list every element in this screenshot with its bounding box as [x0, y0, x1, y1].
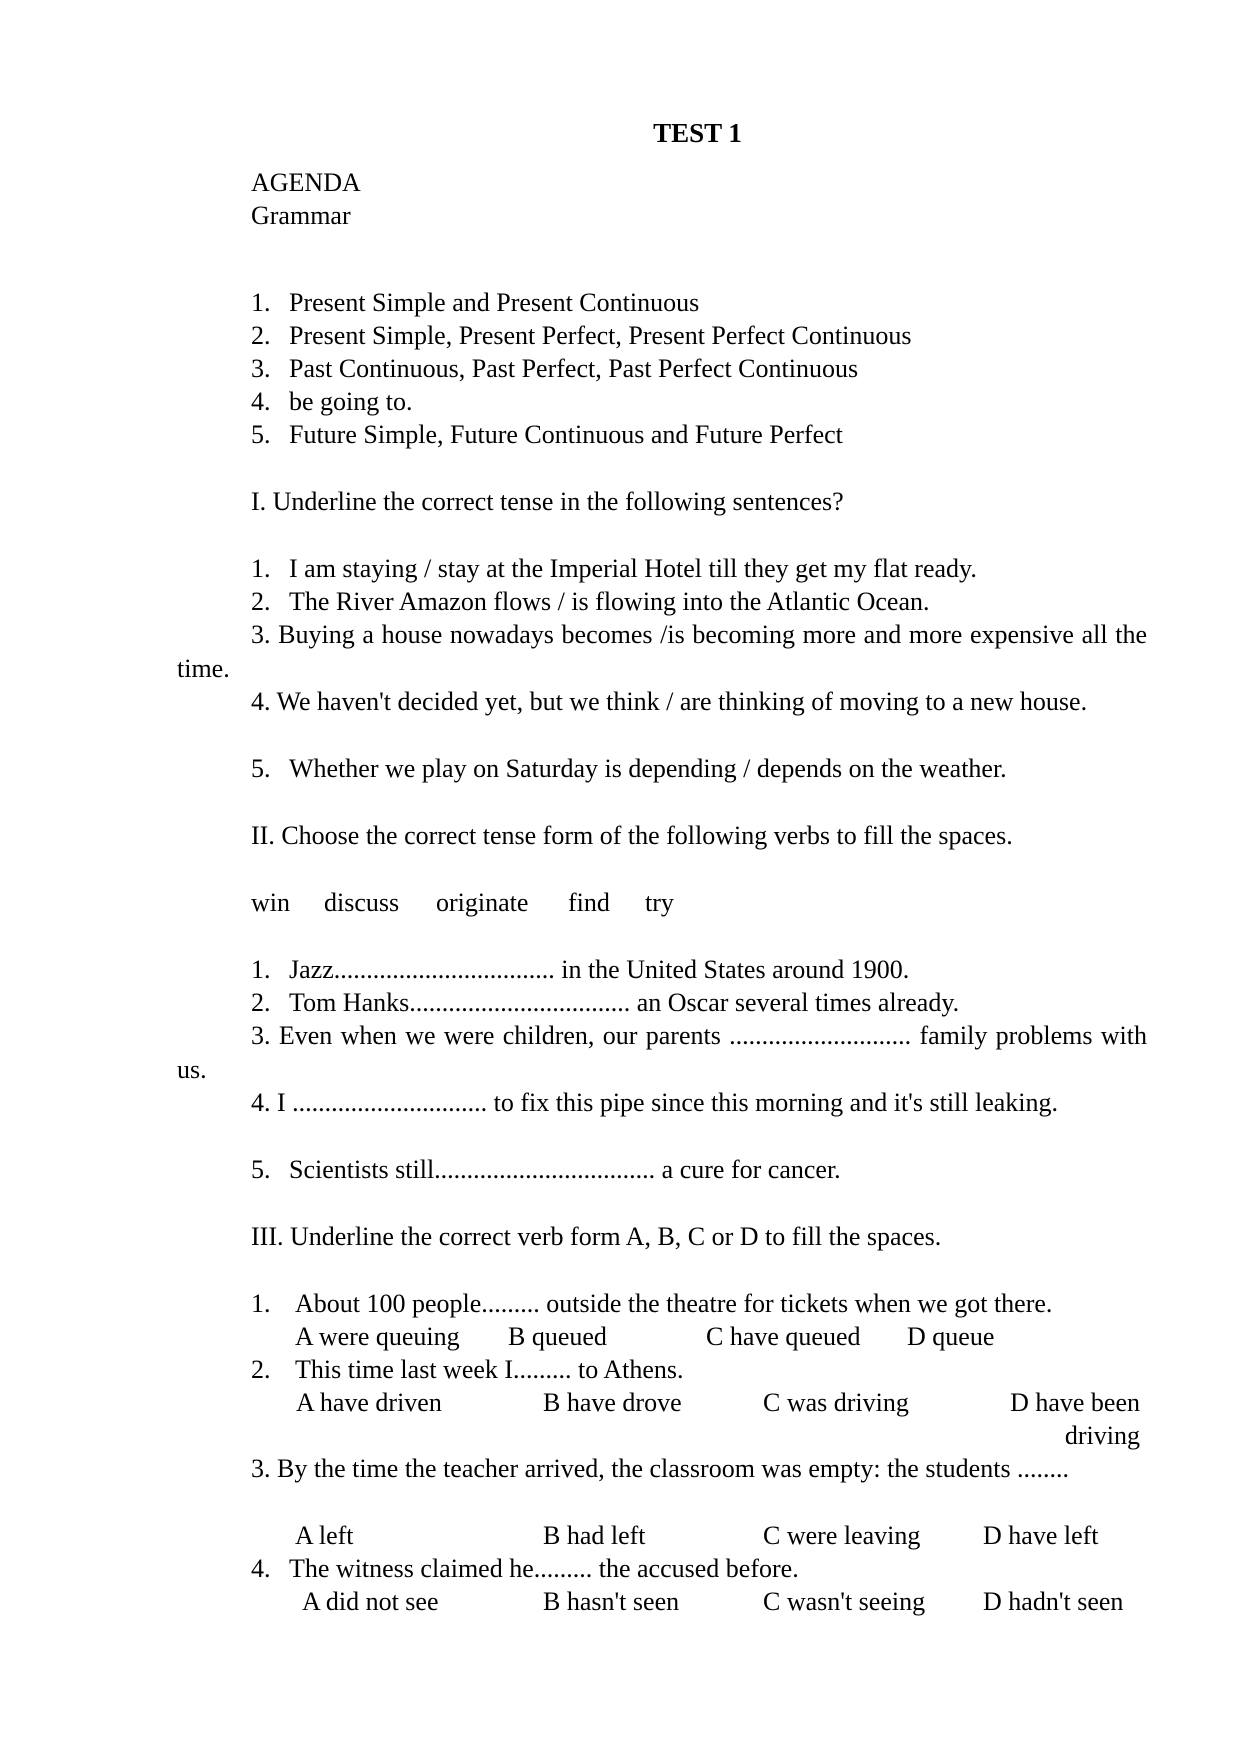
agenda-item: [251, 286, 700, 319]
item-number: 4.: [251, 1088, 277, 1117]
item-number: 2.: [251, 587, 271, 616]
item-number: 4.: [251, 387, 271, 416]
item-text: I am staying / stay at the Imperial Hotel till they get my flat ready.: [289, 554, 977, 583]
agenda-item: [251, 319, 912, 352]
section3-heading: III. Underline the correct verb form A, B, C or D to fill the spaces.: [251, 1222, 942, 1251]
answer-option: D queue: [907, 1322, 995, 1351]
answer-option: A left: [295, 1521, 354, 1550]
word-bank-word: find: [568, 888, 610, 917]
section3-question: [251, 1552, 799, 1585]
section1-item: [177, 685, 1147, 719]
section3-question: [177, 1452, 1147, 1486]
item-text: Jazz.................................. in the United States around 1900.: [289, 955, 910, 984]
answer-option: C were leaving: [763, 1521, 921, 1550]
item-text: Present Simple, Present Perfect, Present Perfect Continuous: [289, 321, 912, 350]
item-number: 2.: [251, 1355, 271, 1384]
answer-option: D have been driving: [1010, 1388, 1140, 1450]
item-number: 5.: [251, 420, 271, 449]
section1-item: [177, 618, 1147, 686]
item-text: This time last week I......... to Athens.: [295, 1355, 684, 1384]
item-text: Tom Hanks.................................. an Oscar several times already.: [289, 988, 960, 1017]
section3-question: [251, 1353, 684, 1386]
item-text: Buying a house nowadays becomes /is becoming more and more expensive all the time.: [177, 620, 1148, 683]
answer-option: D hadn't seen: [983, 1587, 1124, 1616]
item-text: Scientists still.................................. a cure for cancer.: [289, 1155, 841, 1184]
answer-option: A did not see: [302, 1587, 439, 1616]
answer-option: D have left: [983, 1521, 1099, 1550]
agenda-heading: AGENDA: [251, 168, 361, 197]
section1-item: [251, 552, 977, 585]
item-text: By the time the teacher arrived, the classroom was empty: the students ........: [277, 1454, 1070, 1483]
item-text: Even when we were children, our parents ............................ family problems with us.: [177, 1021, 1148, 1084]
section2-item: [177, 1086, 1147, 1120]
item-text: About 100 people......... outside the theatre for tickets when we got there.: [295, 1289, 1053, 1318]
word-bank-word: discuss: [324, 888, 400, 917]
section2-item: [251, 1153, 841, 1186]
item-text: Present Simple and Present Continuous: [289, 288, 700, 317]
answer-option: B hasn't seen: [543, 1587, 680, 1616]
answer-option: C wasn't seeing: [763, 1587, 926, 1616]
agenda-subheading: Grammar: [251, 201, 351, 230]
word-bank-word: win: [251, 888, 290, 917]
answer-option: A have driven: [296, 1388, 442, 1417]
section2-item: [251, 953, 910, 986]
item-number: 3.: [251, 1454, 277, 1483]
agenda-item: [251, 352, 859, 385]
item-number: 1.: [251, 955, 271, 984]
section2-item: [177, 1019, 1147, 1087]
page-title: TEST 1: [653, 118, 742, 148]
item-number: 1.: [251, 1289, 271, 1318]
answer-option: B had left: [543, 1521, 646, 1550]
item-number: 4.: [251, 687, 277, 716]
item-number: 3.: [251, 1021, 279, 1050]
word-bank-word: originate: [436, 888, 529, 917]
item-text: Past Continuous, Past Perfect, Past Perfect Continuous: [289, 354, 859, 383]
item-text: be going to.: [289, 387, 413, 416]
section3-question: [251, 1287, 1053, 1320]
section1-item: [251, 752, 1007, 785]
answer-option: B queued: [508, 1322, 607, 1351]
section2-item: [251, 986, 960, 1019]
item-text: I .............................. to fix this pipe since this morning and it's still leaking.: [277, 1088, 1059, 1117]
section1-item: [251, 585, 930, 618]
answer-option: C have queued: [706, 1322, 861, 1351]
item-number: 2.: [251, 321, 271, 350]
answer-option: C was driving: [763, 1388, 909, 1417]
item-text: Future Simple, Future Continuous and Future Perfect: [289, 420, 843, 449]
answer-option: A were queuing: [295, 1322, 460, 1351]
item-text: The River Amazon flows / is flowing into the Atlantic Ocean.: [289, 587, 930, 616]
item-number: 5.: [251, 1155, 271, 1184]
item-text: We haven't decided yet, but we think / are thinking of moving to a new house.: [276, 687, 1088, 716]
item-number: 2.: [251, 988, 271, 1017]
item-number: 3.: [251, 354, 271, 383]
item-number: 1.: [251, 288, 271, 317]
section2-heading: II. Choose the correct tense form of the following verbs to fill the spaces.: [251, 821, 1013, 850]
item-number: 5.: [251, 754, 271, 783]
agenda-item: [251, 418, 843, 451]
item-number: 1.: [251, 554, 271, 583]
agenda-item: [251, 385, 413, 418]
answer-option: B have drove: [543, 1388, 682, 1417]
section1-heading: I. Underline the correct tense in the following sentences?: [251, 487, 844, 516]
item-text: The witness claimed he......... the accused before.: [289, 1554, 799, 1583]
item-text: Whether we play on Saturday is depending / depends on the weather.: [289, 754, 1007, 783]
item-number: 3.: [251, 620, 279, 649]
word-bank-word: try: [645, 888, 674, 917]
item-number: 4.: [251, 1554, 271, 1583]
